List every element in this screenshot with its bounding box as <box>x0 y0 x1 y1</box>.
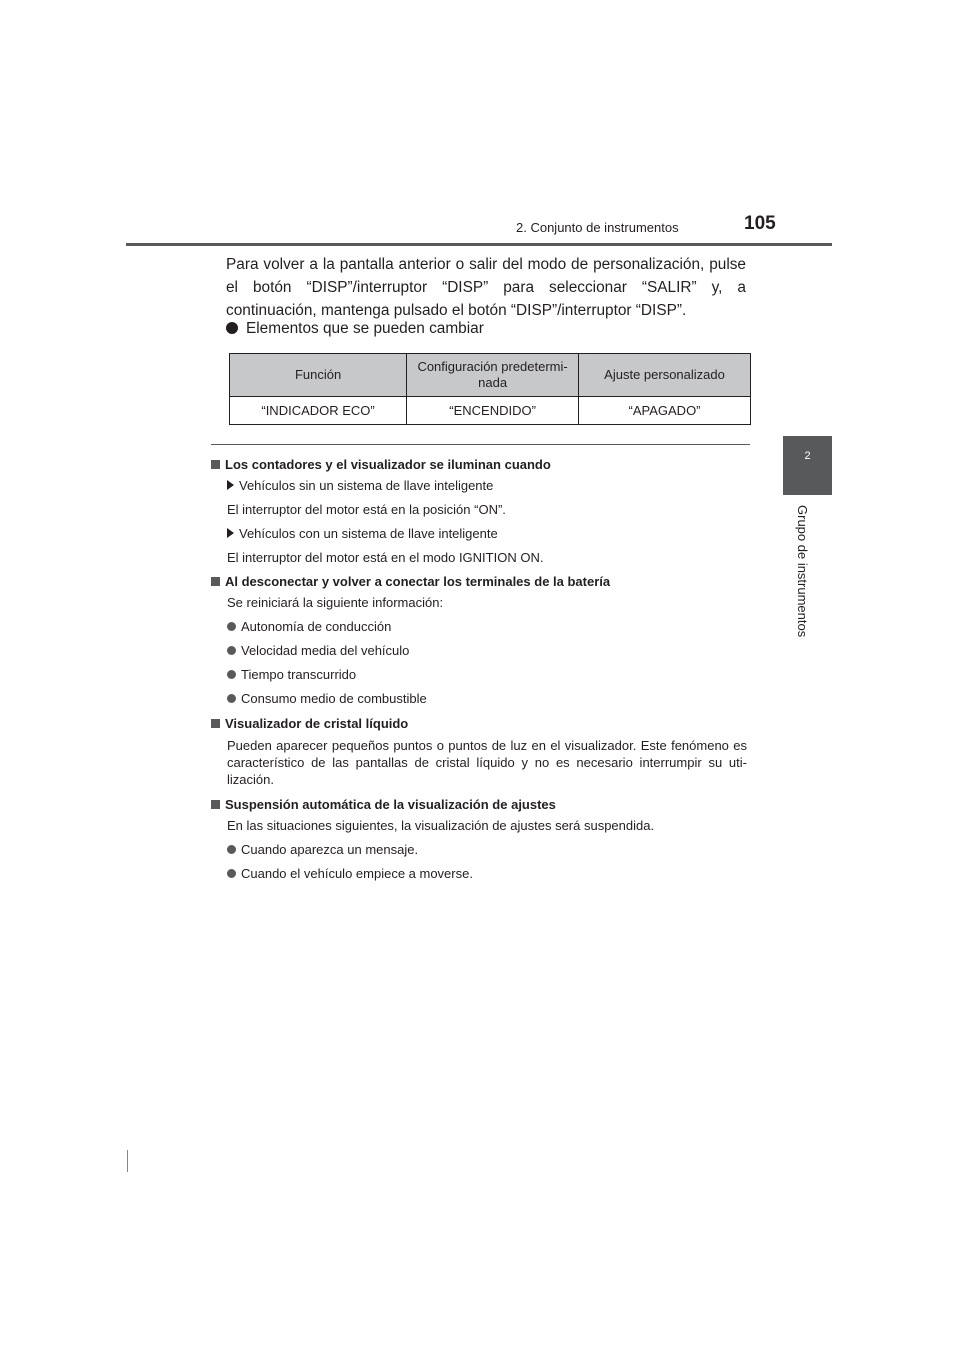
note-title-text: Al desconectar y volver a conectar los terminales de la batería <box>225 574 611 589</box>
note-title-text: Los contadores y el visualizador se iluminan cuando <box>225 457 551 472</box>
elements-heading <box>226 320 484 338</box>
list-item <box>211 618 767 635</box>
bullet-icon <box>226 322 238 334</box>
table-header-cell: Configuración predetermi-nada <box>407 354 579 397</box>
note-title-text: Suspensión automática de la visualización de ajustes <box>225 797 556 812</box>
table-header-cell: Función <box>230 354 407 397</box>
page-number: 105 <box>744 213 776 234</box>
table-cell: “APAGADO” <box>579 397 751 425</box>
circle-bullet-icon <box>227 646 236 655</box>
list-item <box>211 666 767 683</box>
note-text: El interruptor del motor está en el modo IGNITION ON. <box>227 550 544 565</box>
table-cell: “ENCENDIDO” <box>407 397 579 425</box>
note-subitem <box>211 525 767 542</box>
intro-paragraph: Para volver a la pantalla anterior o salir del modo de personalización, pulse el botón “DISP”/interruptor “DISP” para seleccionar “SALIR” y, a continuación, mantenga pulsado el botón “DISP”/interruptor “DISP”. <box>226 256 746 319</box>
square-bullet-icon <box>211 800 220 809</box>
list-item-text: Tiempo transcurrido <box>241 667 357 682</box>
list-item-text: Cuando aparezca un mensaje. <box>241 842 419 857</box>
circle-bullet-icon <box>227 869 236 878</box>
chapter-tab <box>783 436 832 495</box>
note-title <box>211 456 751 473</box>
list-item-text: Cuando el vehículo empiece a moverse. <box>241 866 473 881</box>
list-item <box>211 642 767 659</box>
section-title: 2. Conjunto de instrumentos <box>516 220 679 235</box>
arrow-bullet-icon <box>227 480 234 490</box>
note-title-text: Visualizador de cristal líquido <box>225 716 409 731</box>
square-bullet-icon <box>211 577 220 586</box>
circle-bullet-icon <box>227 694 236 703</box>
elements-heading-text: Elementos que se pueden cambiar <box>246 320 484 337</box>
table-row <box>230 397 751 425</box>
note-subitem-text: Vehículos con un sistema de llave inteligente <box>239 526 498 541</box>
list-item <box>211 841 767 858</box>
note-title <box>211 796 751 813</box>
table-header-cell: Ajuste personalizado <box>579 354 751 397</box>
note-subitem-text: Vehículos sin un sistema de llave inteligente <box>239 478 494 493</box>
note-title <box>211 715 751 732</box>
notes-divider <box>211 444 750 445</box>
chapter-tab-label: Grupo de instrumentos <box>795 505 810 638</box>
note-text: En las situaciones siguientes, la visualización de ajustes será suspendida. <box>227 818 655 833</box>
note-text: Pueden aparecer pequeños puntos o puntos de luz en el visualizador. Este fenómeno es característico de las pantallas de cristal líquido y no es necesario interrumpir su uti-lización. <box>227 738 747 787</box>
arrow-bullet-icon <box>227 528 234 538</box>
note-title <box>211 573 751 590</box>
chapter-tab-number: 2 <box>804 450 811 462</box>
list-item-text: Autonomía de conducción <box>241 619 392 634</box>
note-text: El interruptor del motor está en la posición “ON”. <box>227 502 506 517</box>
square-bullet-icon <box>211 460 220 469</box>
circle-bullet-icon <box>227 622 236 631</box>
note-text: Se reiniciará la siguiente información: <box>227 595 444 610</box>
list-item <box>211 865 767 882</box>
list-item-text: Velocidad media del vehículo <box>241 643 410 658</box>
circle-bullet-icon <box>227 845 236 854</box>
circle-bullet-icon <box>227 670 236 679</box>
square-bullet-icon <box>211 719 220 728</box>
table-cell: “INDICADOR ECO” <box>230 397 407 425</box>
margin-mark <box>127 1150 128 1172</box>
header-rule <box>126 243 832 246</box>
table-header-row <box>230 354 751 397</box>
note-subitem <box>211 477 767 494</box>
list-item-text: Consumo medio de combustible <box>241 691 427 706</box>
settings-table <box>229 353 751 425</box>
list-item <box>211 690 767 707</box>
